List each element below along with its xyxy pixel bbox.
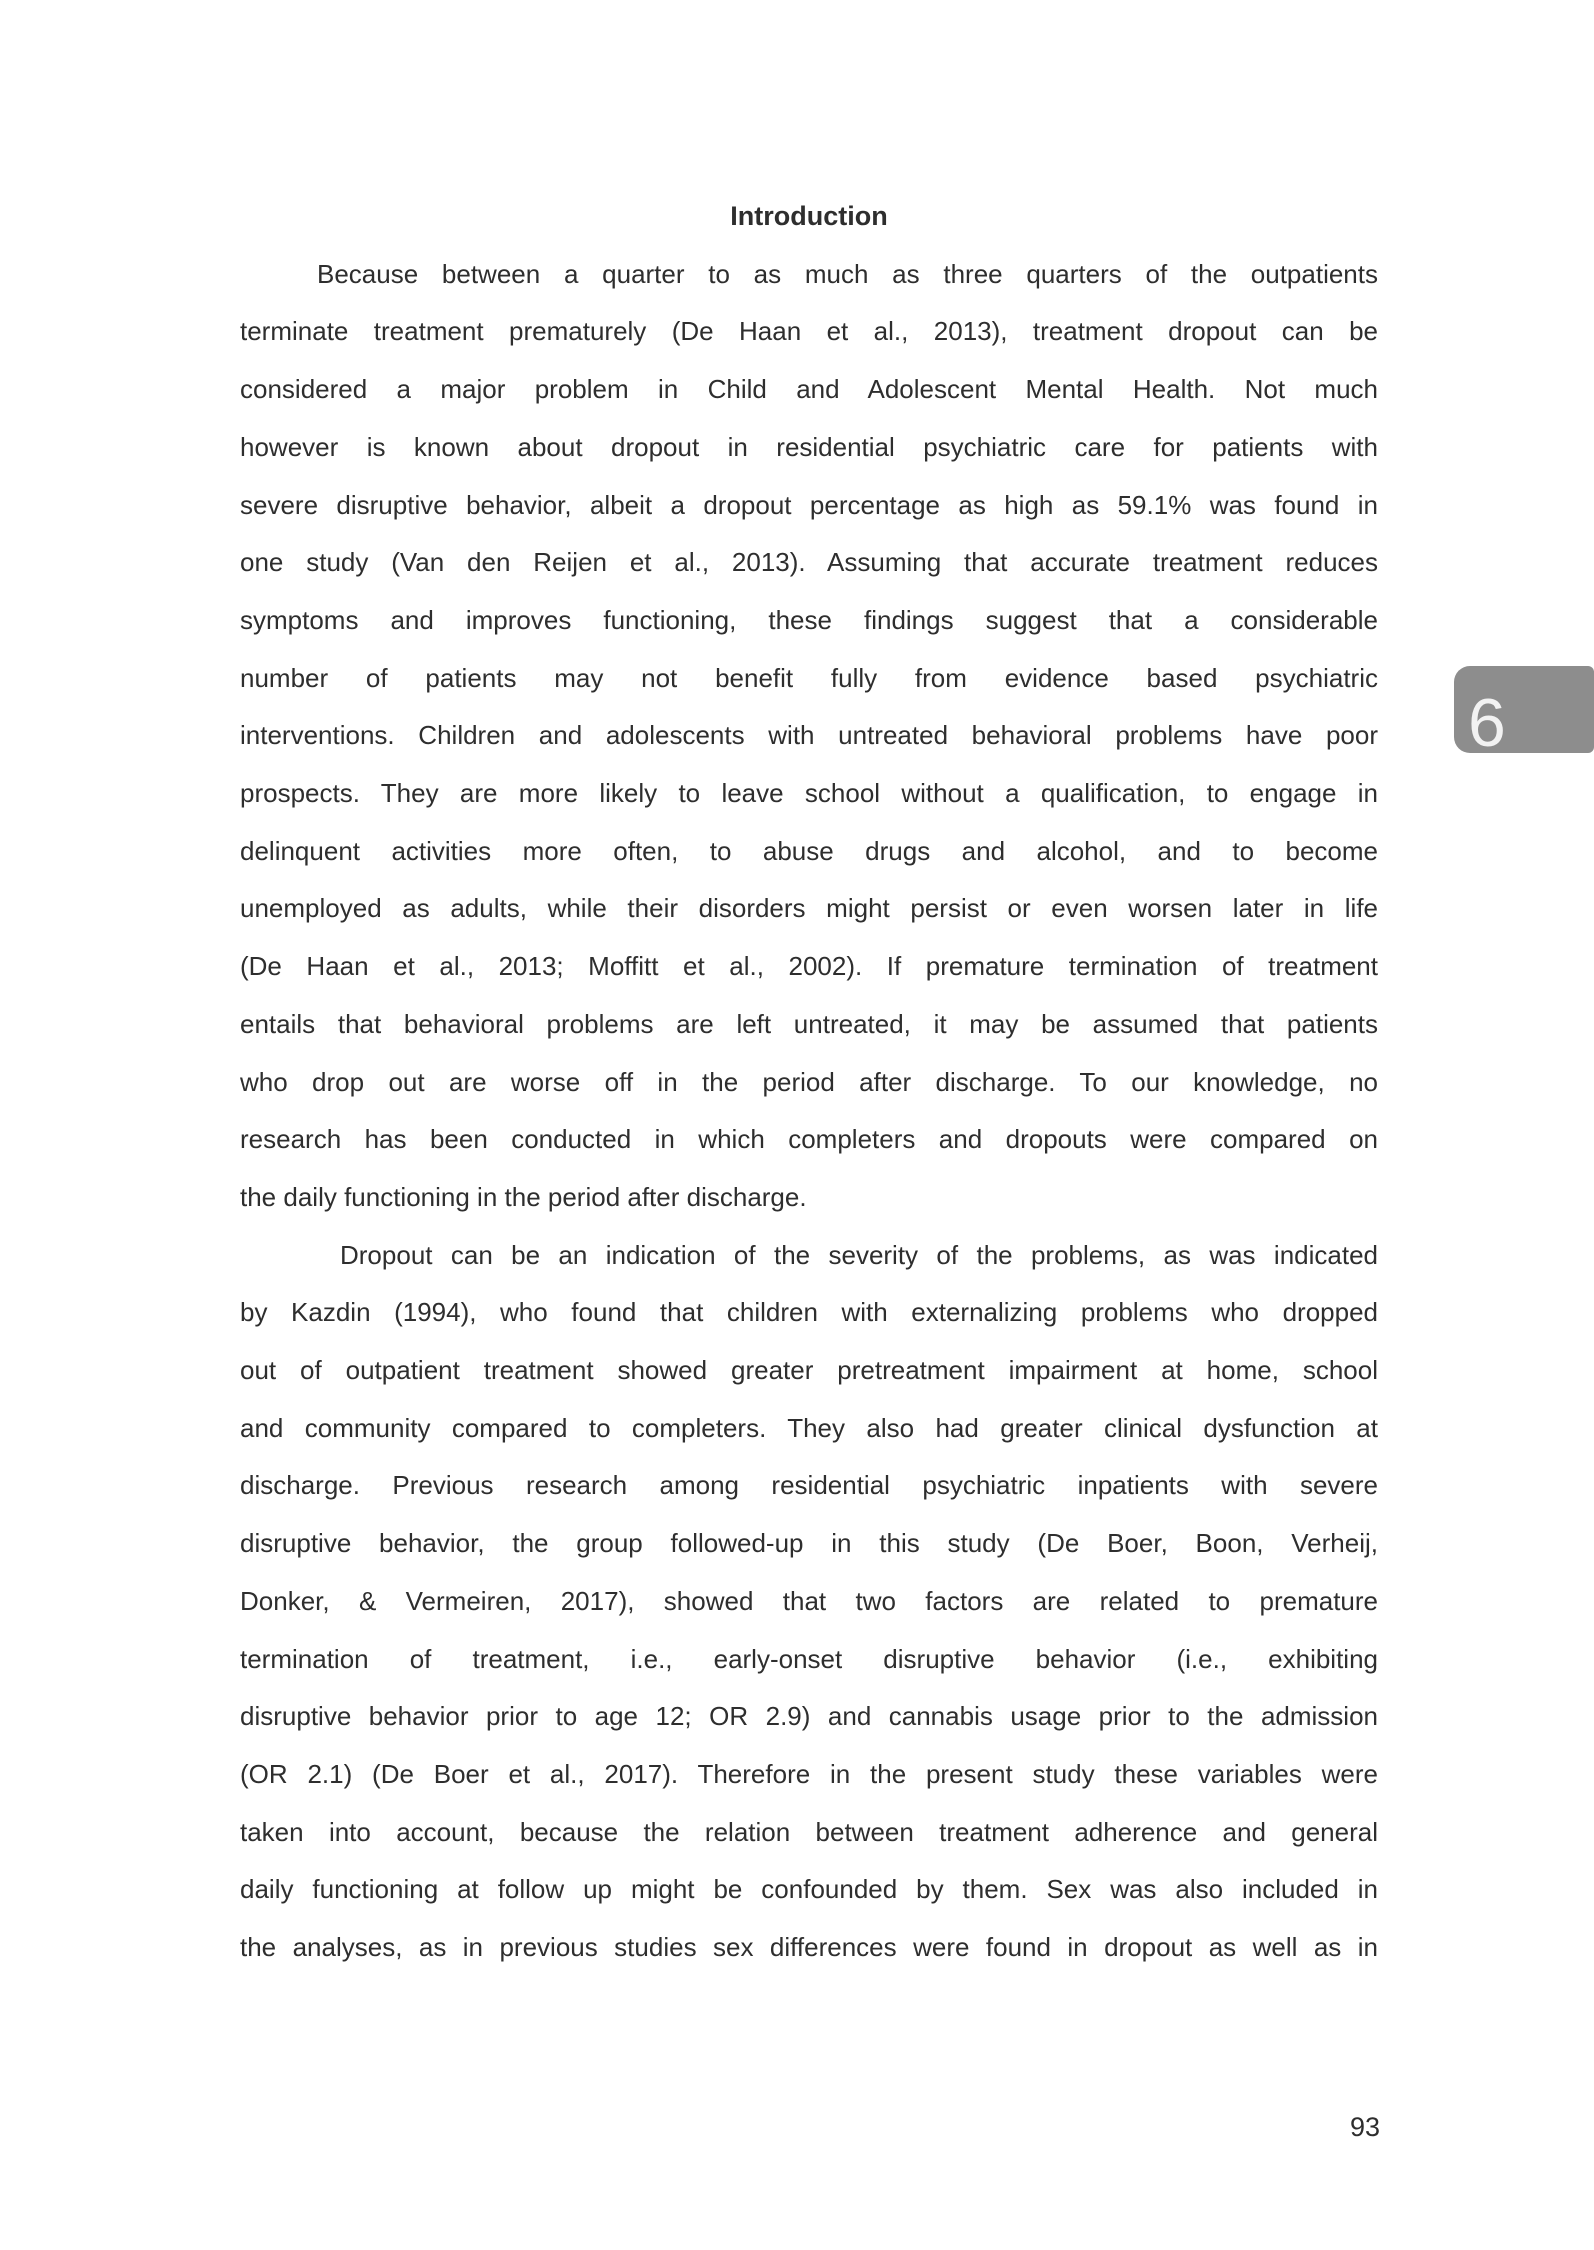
- paragraph-2: [240, 1227, 1378, 1977]
- text-line: symptoms and improves functioning, these findings suggest that a considerable: [240, 604, 1378, 635]
- text-line: entails that behavioral problems are left untreated, it may be assumed that patients: [240, 1008, 1378, 1039]
- text-line: number of patients may not benefit fully from evidence based psychiatric: [240, 662, 1378, 693]
- text-line: the analyses, as in previous studies sex differences were found in dropout as well as in: [240, 1932, 1378, 1963]
- text-line: one study (Van den Reijen et al., 2013). Assuming that accurate treatment reduces: [240, 547, 1378, 578]
- text-line: delinquent activities more often, to abuse drugs and alcohol, and to become: [240, 835, 1378, 866]
- text-line: who drop out are worse off in the period after discharge. To our knowledge, no: [240, 1066, 1378, 1097]
- text-line: prospects. They are more likely to leave school without a qualification, to engage in: [240, 778, 1378, 809]
- text-line: termination of treatment, i.e., early-onset disruptive behavior (i.e., exhibiting: [240, 1643, 1378, 1674]
- page-number: 93: [1349, 2112, 1380, 2142]
- text-line: however is known about dropout in residential psychiatric care for patients with: [240, 431, 1378, 462]
- text-line: Because between a quarter to as much as three quarters of the outpatients: [317, 258, 1378, 289]
- text-line: daily functioning at follow up might be confounded by them. Sex was also included in: [240, 1874, 1378, 1905]
- text-line: (De Haan et al., 2013; Moffitt et al., 2002). If premature termination of treatment: [240, 951, 1378, 982]
- text-line: discharge. Previous research among residential psychiatric inpatients with severe: [240, 1470, 1378, 1501]
- chapter-tab[interactable]: [1454, 666, 1594, 761]
- text-line: unemployed as adults, while their disorders might persist or even worsen later in life: [240, 893, 1378, 924]
- section-heading: Introduction: [730, 201, 888, 231]
- text-line: Donker, & Vermeiren, 2017), showed that two factors are related to premature: [240, 1585, 1378, 1616]
- text-line: Dropout can be an indication of the severity of the problems, as was indicated: [340, 1239, 1378, 1270]
- text-line: taken into account, because the relation between treatment adherence and general: [240, 1816, 1378, 1847]
- text-line: disruptive behavior, the group followed-up in this study (De Boer, Boon, Verheij,: [240, 1528, 1378, 1559]
- text-line: considered a major problem in Child and Adolescent Mental Health. Not much: [240, 374, 1378, 405]
- page-content: [240, 188, 1378, 1977]
- text-line: (OR 2.1) (De Boer et al., 2017). Therefore in the present study these variables were: [240, 1758, 1378, 1789]
- text-line: severe disruptive behavior, albeit a dropout percentage as high as 59.1% was found in: [240, 489, 1378, 520]
- text-line: out of outpatient treatment showed greater pretreatment impairment at home, school: [240, 1355, 1378, 1386]
- text-line: disruptive behavior prior to age 12; OR 2.9) and cannabis usage prior to the admission: [240, 1701, 1378, 1732]
- text-line: terminate treatment prematurely (De Haan et al., 2013), treatment dropout can be: [240, 316, 1378, 347]
- text-line: interventions. Children and adolescents with untreated behavioral problems have poor: [240, 720, 1378, 751]
- text-line: the daily functioning in the period after discharge.: [240, 1181, 807, 1212]
- text-line: and community compared to completers. They also had greater clinical dysfunction at: [240, 1412, 1378, 1443]
- text-line: research has been conducted in which completers and dropouts were compared on: [240, 1124, 1378, 1155]
- text-line: by Kazdin (1994), who found that children with externalizing problems who dropped: [240, 1297, 1378, 1328]
- chapter-number: 6: [1468, 684, 1506, 761]
- paragraph-1: [240, 246, 1378, 1227]
